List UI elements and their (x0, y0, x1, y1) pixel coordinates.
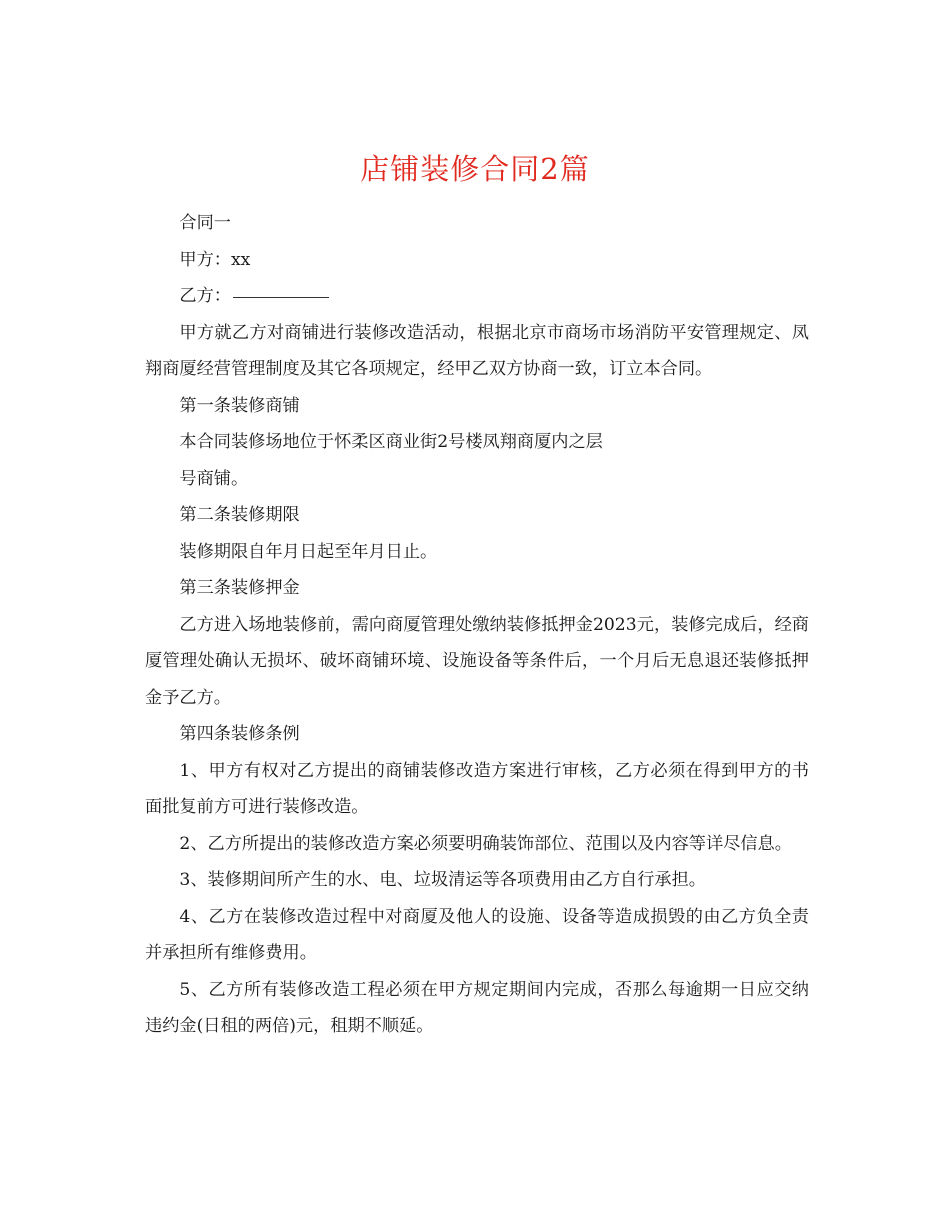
article-1-text: 本合同装修场地位于怀柔区商业街2号楼凤翔商厦内之层 (179, 432, 603, 452)
party-b-blank (233, 296, 329, 298)
article-4-item-1: 1、甲方有权对乙方提出的商铺装修改造方案进行审核，乙方必须在得到甲方的书面批复前方可进行装修改造。 (145, 760, 809, 817)
article-1-heading: 第一条装修商铺 (179, 395, 300, 416)
article-2-text: 装修期限自年月日起至年月日止。 (179, 541, 438, 562)
article-4-item-3: 3、装修期间所产生的水、电、垃圾清运等各项费用由乙方自行承担。 (179, 870, 706, 890)
article-4-heading: 第四条装修条例 (179, 724, 300, 744)
article-3-text: 乙方进入场地装修前，需向商厦管理处缴纳装修抵押金2023元，装修完成后，经商厦管理处确认无损坏、破坏商铺环境、设施设备等条件后，一个月后无息退还装修抵押金予乙方。 (145, 614, 809, 708)
contract-heading: 合同一 (179, 213, 231, 233)
article-4-item-2: 2、乙方所提出的装修改造方案必须要明确装饰部位、范围以及内容等详尽信息。 (179, 833, 792, 854)
party-b-label: 乙方： (179, 286, 231, 306)
party-a-line: 甲方：xx (179, 249, 251, 270)
party-b-line (145, 278, 809, 315)
article-4-item-4: 4、乙方在装修改造过程中对商厦及他人的设施、设备等造成损毁的由乙方负全责并承担所有维修费用。 (145, 906, 809, 963)
document-title: 店铺装修合同2篇 (360, 152, 590, 187)
preamble-paragraph: 甲方就乙方对商铺进行装修改造活动，根据北京市商场市场消防平安管理规定、凤翔商厦经营管理制度及其它各项规定，经甲乙双方协商一致，订立本合同。 (145, 322, 809, 379)
article-1-text-cont: 号商铺。 (179, 468, 249, 489)
article-3-heading: 第三条装修押金 (179, 578, 300, 598)
document-body (145, 205, 809, 1045)
article-2-heading: 第二条装修期限 (179, 505, 300, 525)
article-4-item-5: 5、乙方所有装修改造工程必须在甲方规定期间内完成，否那么每逾期一日应交纳违约金(日租的两倍)元，租期不顺延。 (145, 979, 809, 1036)
